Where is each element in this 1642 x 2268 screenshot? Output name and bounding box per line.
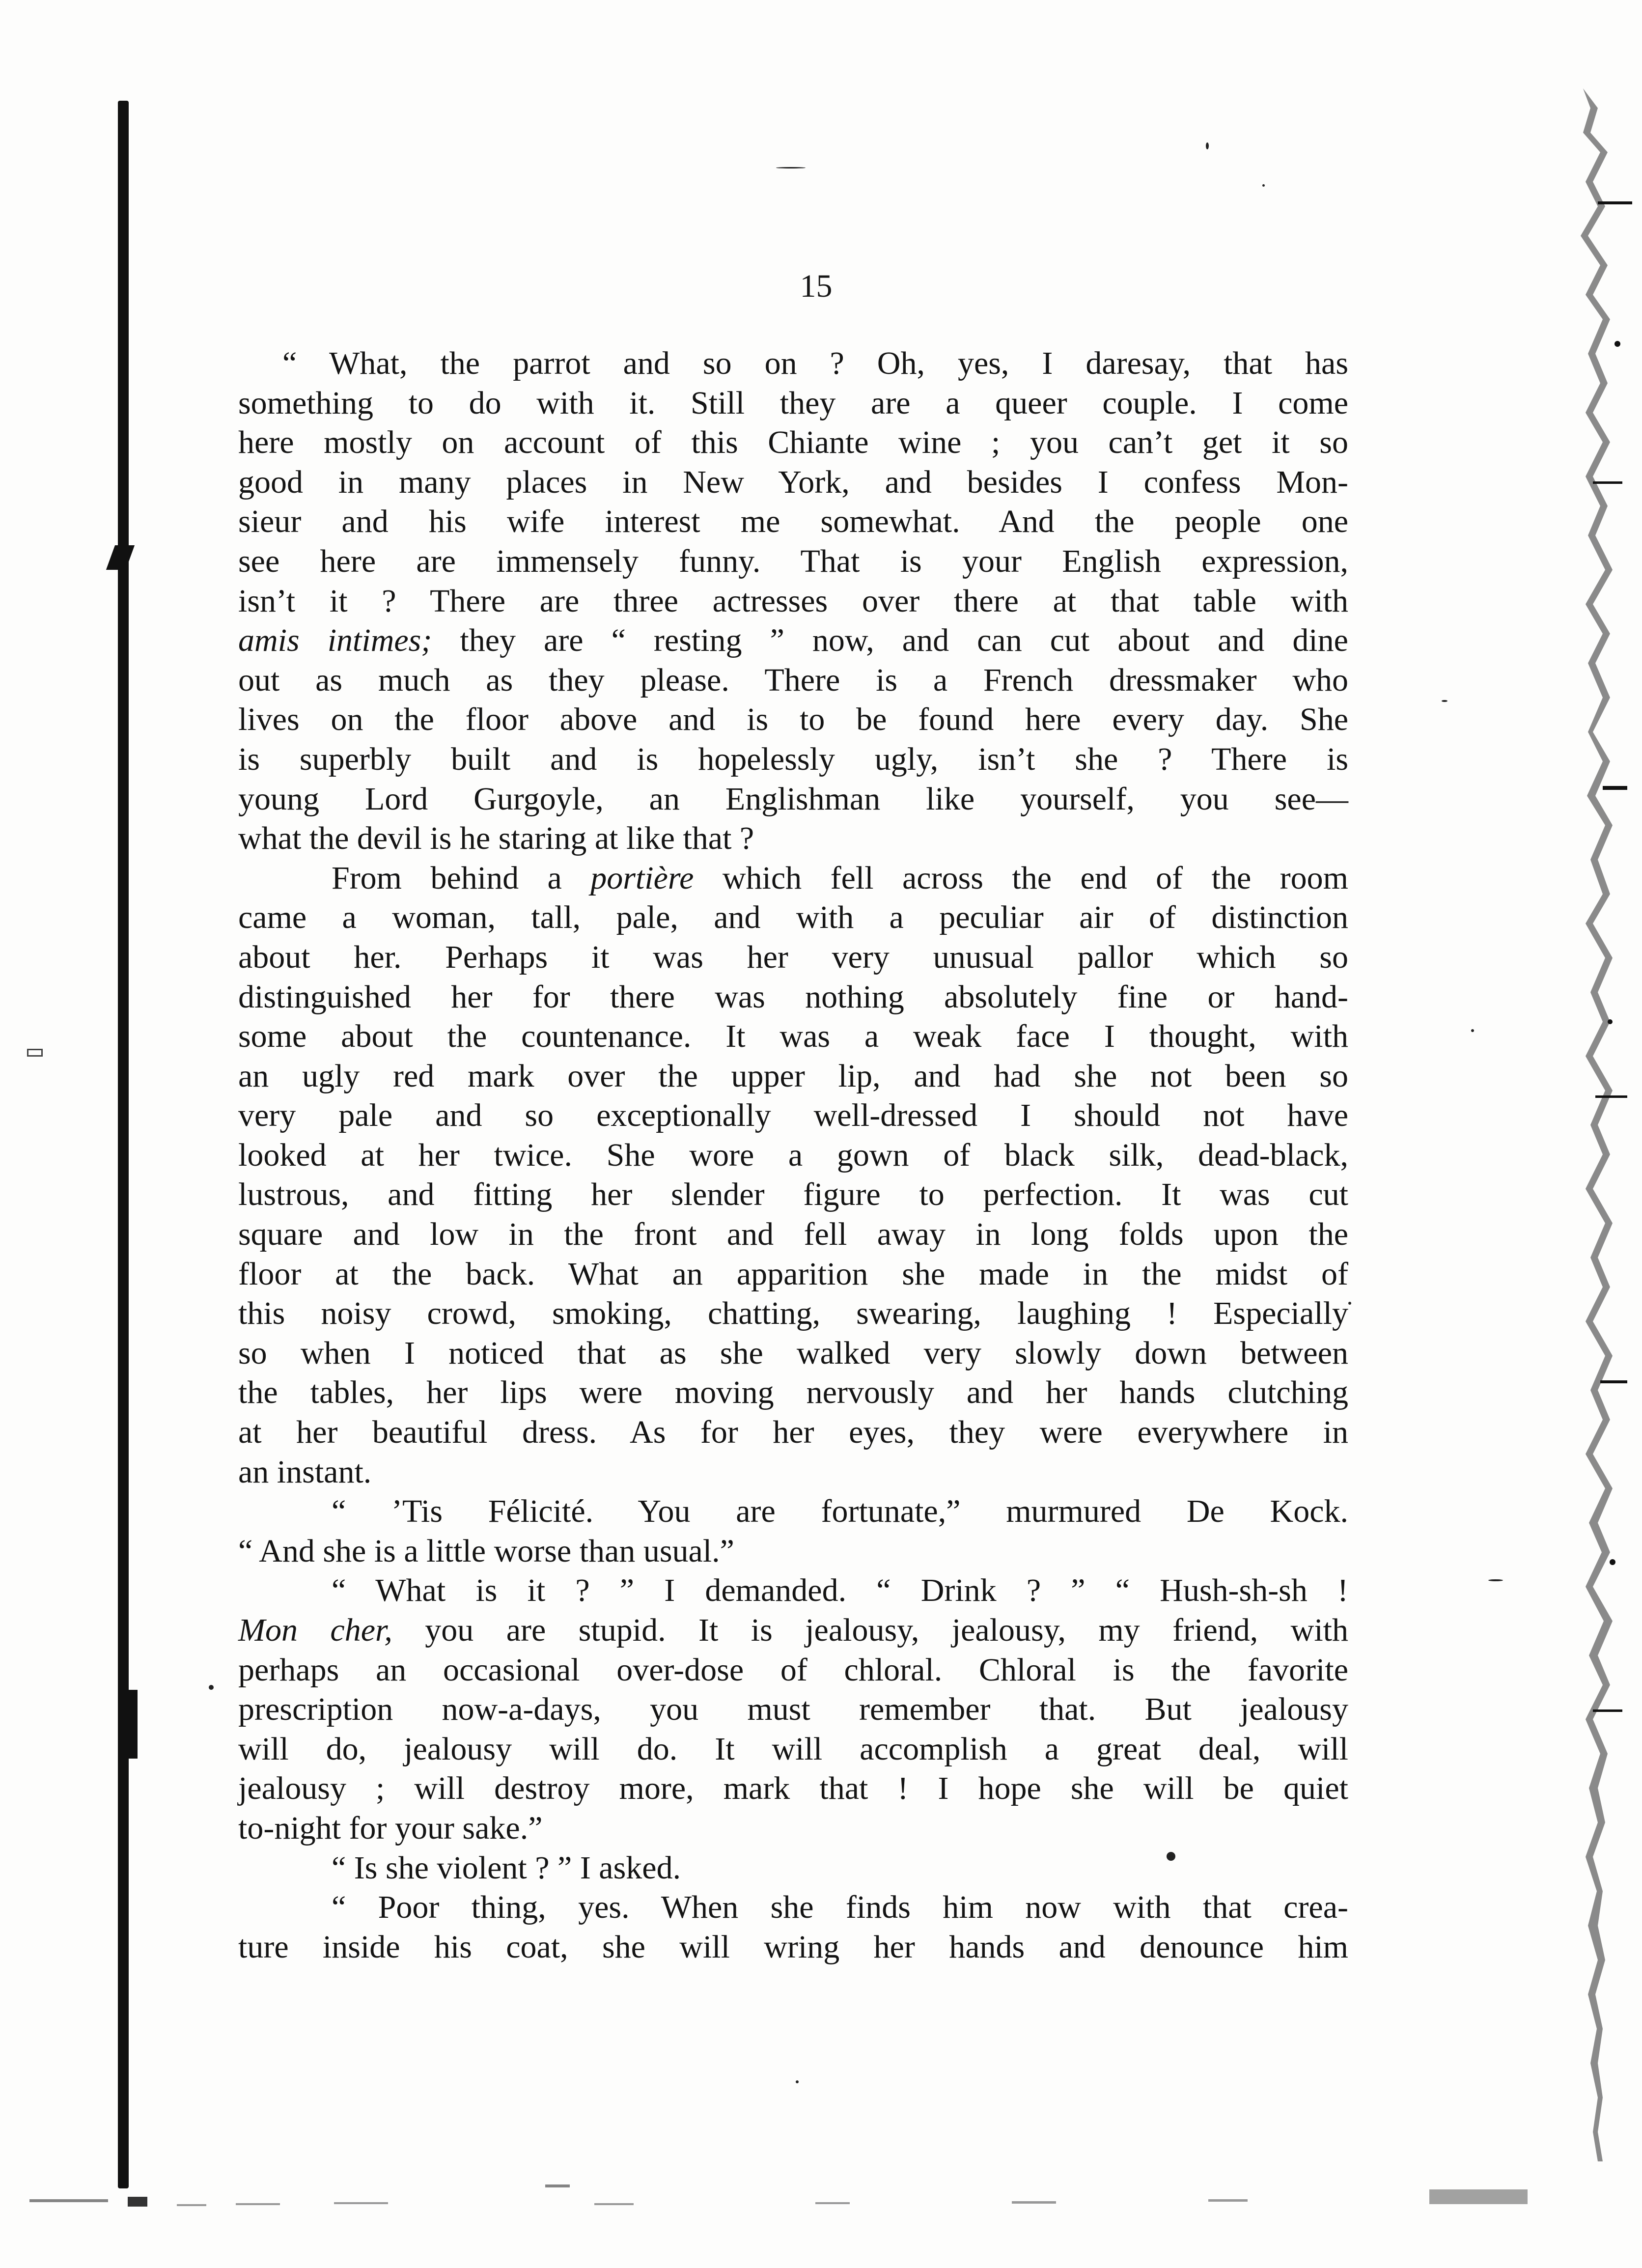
- text-line: “ What, the parrot and so on ? Oh, yes, I daresay, that has: [282, 345, 1348, 381]
- text-line: will do, jealousy will do. It will accomplish a great deal, will: [238, 1731, 1348, 1767]
- text-line: perhaps an occasional over-dose of chloral. Chloral is the favorite: [238, 1652, 1348, 1688]
- bottom-scan-edge: [29, 2170, 1542, 2214]
- text-line: [238, 621, 1348, 661]
- text-line: ture inside his coat, she will wring her hands and denounce him: [238, 1929, 1348, 1965]
- text-line: very pale and so exceptionally well-dressed I should not have: [238, 1097, 1348, 1134]
- scan-speck: [1262, 184, 1265, 187]
- text-segment: From behind a: [332, 860, 591, 896]
- text-line: lustrous, and fitting her slender figure to perfection. It was cut: [238, 1176, 1348, 1213]
- text-line: looked at her twice. She wore a gown of black silk, dead-black,: [238, 1137, 1348, 1173]
- text-line: to-night for your sake.”: [238, 1810, 543, 1846]
- text-line: square and low in the front and fell away in long folds upon the: [238, 1216, 1348, 1253]
- text-line: so when I noticed that as she walked very slowly down between: [238, 1335, 1348, 1371]
- text-line: [238, 1611, 1348, 1651]
- text-line: here mostly on account of this Chiante wine ; you can’t get it so: [238, 424, 1348, 461]
- text-line: [238, 859, 1348, 898]
- text-line: an instant.: [238, 1454, 372, 1490]
- scan-speck: [1442, 700, 1447, 702]
- page-number: 15: [800, 268, 833, 304]
- text-line: something to do with it. Still they are a queer couple. I come: [238, 385, 1348, 421]
- italic-phrase: portière: [590, 860, 694, 896]
- text-line: isn’t it ? There are three actresses over there at that table with: [238, 583, 1348, 619]
- text-segment: which fell across the end of the room: [694, 860, 1348, 896]
- text-line: out as much as they please. There is a French dressmaker who: [238, 662, 1348, 698]
- margin-mark: [27, 1049, 43, 1057]
- text-line: what the devil is he staring at like that ?: [238, 820, 754, 857]
- text-line: jealousy ; will destroy more, mark that ! I hope she will be quiet: [238, 1770, 1348, 1807]
- text-line: an ugly red mark over the upper lip, and had she not been so: [238, 1058, 1348, 1094]
- text-line: is superbly built and is hopelessly ugly, isn’t she ? There is: [238, 741, 1348, 777]
- text-segment: they are “ resting ” now, and can cut about and dine: [432, 622, 1348, 659]
- binding-notch: [129, 1690, 138, 1759]
- text-line: sieur and his wife interest me somewhat. And the people one: [238, 504, 1348, 540]
- italic-phrase: Mon cher,: [238, 1612, 392, 1648]
- binding-edge: [118, 101, 129, 2188]
- text-line: young Lord Gurgoyle, an Englishman like yourself, you see—: [238, 781, 1348, 817]
- binding-notch: [106, 545, 135, 570]
- body-text: [238, 344, 1348, 1967]
- right-scan-edge: [1524, 88, 1642, 2161]
- text-line: floor at the back. What an apparition she made in the midst of: [238, 1256, 1348, 1292]
- text-line: lives on the floor above and is to be found here every day. She: [238, 701, 1348, 738]
- text-line: distinguished her for there was nothing absolutely fine or hand-: [238, 979, 1348, 1015]
- scan-speck: [776, 167, 806, 168]
- text-line: prescription now-a-days, you must remember that. But jealousy: [238, 1691, 1348, 1728]
- text-line: see here are immensely funny. That is your English expression,: [238, 543, 1348, 579]
- scan-speck: [1488, 1579, 1503, 1581]
- text-line: came a woman, tall, pale, and with a peculiar air of distinction: [238, 899, 1348, 936]
- text-line: “ Poor thing, yes. When she finds him now with that crea-: [332, 1889, 1348, 1926]
- text-line: “ What is it ? ” I demanded. “ Drink ? ” “ Hush-sh-sh !: [332, 1572, 1348, 1609]
- italic-phrase: amis intimes;: [238, 622, 432, 659]
- text-line: this noisy crowd, smoking, chatting, swearing, laughing ! Especially: [238, 1295, 1348, 1332]
- text-segment: you are stupid. It is jealousy, jealousy, my friend, with: [392, 1612, 1349, 1648]
- scan-speck: [209, 1685, 214, 1690]
- text-line: “ And she is a little worse than usual.”: [238, 1533, 734, 1569]
- text-line: some about the countenance. It was a weak face I thought, with: [238, 1018, 1348, 1055]
- text-line: “ ’Tis Félicité. You are fortunate,” murmured De Kock.: [332, 1493, 1348, 1530]
- scan-speck: [1348, 1302, 1351, 1305]
- text-line: the tables, her lips were moving nervously and her hands clutching: [238, 1374, 1348, 1411]
- text-line: about her. Perhaps it was her very unusual pallor which so: [238, 939, 1348, 975]
- text-line: good in many places in New York, and besides I confess Mon-: [238, 464, 1348, 500]
- text-line: “ Is she violent ? ” I asked.: [332, 1849, 681, 1886]
- scan-speck: [796, 2080, 799, 2083]
- scan-speck: [1206, 142, 1209, 149]
- text-line: at her beautiful dress. As for her eyes, they were everywhere in: [238, 1414, 1348, 1451]
- scan-speck: [1471, 1029, 1474, 1032]
